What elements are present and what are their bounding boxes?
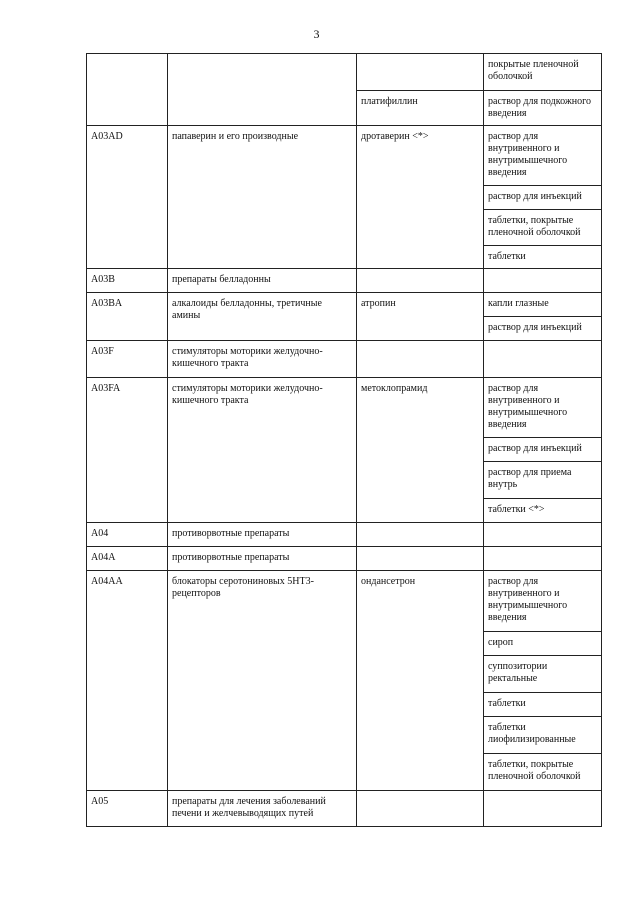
atc-code-cell: A05 xyxy=(87,791,168,827)
dosage-form-cell xyxy=(484,523,602,547)
atc-code-cell: A03FA xyxy=(87,378,168,523)
inn-cell: ондансетрон xyxy=(357,571,484,791)
dosage-form-cell xyxy=(484,269,602,293)
group-name-cell xyxy=(168,54,357,126)
dosage-form-cell: раствор для внутривенного и внутримышечного введения xyxy=(484,378,602,438)
dosage-form-cell: раствор для инъекций xyxy=(484,438,602,462)
atc-code-cell: A03BA xyxy=(87,293,168,341)
dosage-form-cell xyxy=(484,791,602,827)
dosage-form-cell: раствор для подкожного введения xyxy=(484,91,602,126)
table-row xyxy=(87,54,602,91)
inn-cell: метоклопрамид xyxy=(357,378,484,523)
table-row xyxy=(87,791,602,827)
dosage-form-cell: раствор для внутривенного и внутримышечного введения xyxy=(484,126,602,186)
table-row xyxy=(87,378,602,438)
group-name-cell: препараты белладонны xyxy=(168,269,357,293)
dosage-form-cell: покрытые пленочной оболочкой xyxy=(484,54,602,91)
dosage-form-cell: таблетки лиофилизированные xyxy=(484,717,602,754)
atc-code-cell: A04 xyxy=(87,523,168,547)
inn-cell xyxy=(357,54,484,91)
table-row xyxy=(87,341,602,378)
dosage-form-cell: таблетки, покрытые пленочной оболочкой xyxy=(484,754,602,791)
dosage-form-cell: суппозитории ректальные xyxy=(484,656,602,693)
inn-cell xyxy=(357,269,484,293)
atc-code-cell xyxy=(87,54,168,126)
dosage-form-cell: раствор для инъекций xyxy=(484,317,602,341)
dosage-form-cell: сироп xyxy=(484,632,602,656)
group-name-cell: стимуляторы моторики желудочно-кишечного тракта xyxy=(168,341,357,378)
group-name-cell: препараты для лечения заболеваний печени и желчевыводящих путей xyxy=(168,791,357,827)
dosage-form-cell: таблетки, покрытые пленочной оболочкой xyxy=(484,210,602,246)
table-row xyxy=(87,126,602,186)
inn-cell: платифиллин xyxy=(357,91,484,126)
table-row xyxy=(87,523,602,547)
table-row xyxy=(87,547,602,571)
atc-code-cell: A04AA xyxy=(87,571,168,791)
atc-code-cell: A04A xyxy=(87,547,168,571)
dosage-form-cell: раствор для внутривенного и внутримышечного введения xyxy=(484,571,602,632)
dosage-form-cell xyxy=(484,547,602,571)
dosage-form-cell: раствор для инъекций xyxy=(484,186,602,210)
inn-cell xyxy=(357,523,484,547)
dosage-form-cell: таблетки xyxy=(484,246,602,269)
inn-cell xyxy=(357,341,484,378)
table-row xyxy=(87,293,602,317)
group-name-cell: противорвотные препараты xyxy=(168,523,357,547)
group-name-cell: блокаторы серотониновых 5HT3-рецепторов xyxy=(168,571,357,791)
dosage-form-cell: таблетки <*> xyxy=(484,499,602,523)
table-row xyxy=(87,571,602,632)
group-name-cell: папаверин и его производные xyxy=(168,126,357,269)
table-row xyxy=(87,269,602,293)
atc-code-cell: A03F xyxy=(87,341,168,378)
drug-table xyxy=(86,53,602,827)
group-name-cell: противорвотные препараты xyxy=(168,547,357,571)
dosage-form-cell xyxy=(484,341,602,378)
dosage-form-cell: раствор для приема внутрь xyxy=(484,462,602,499)
dosage-form-cell: таблетки xyxy=(484,693,602,717)
group-name-cell: стимуляторы моторики желудочно-кишечного тракта xyxy=(168,378,357,523)
atc-code-cell: A03AD xyxy=(87,126,168,269)
atc-code-cell: A03B xyxy=(87,269,168,293)
inn-cell xyxy=(357,791,484,827)
inn-cell: атропин xyxy=(357,293,484,341)
group-name-cell: алкалоиды белладонны, третичные амины xyxy=(168,293,357,341)
inn-cell xyxy=(357,547,484,571)
page-number: 3 xyxy=(313,27,320,41)
dosage-form-cell: капли глазные xyxy=(484,293,602,317)
inn-cell: дротаверин <*> xyxy=(357,126,484,269)
